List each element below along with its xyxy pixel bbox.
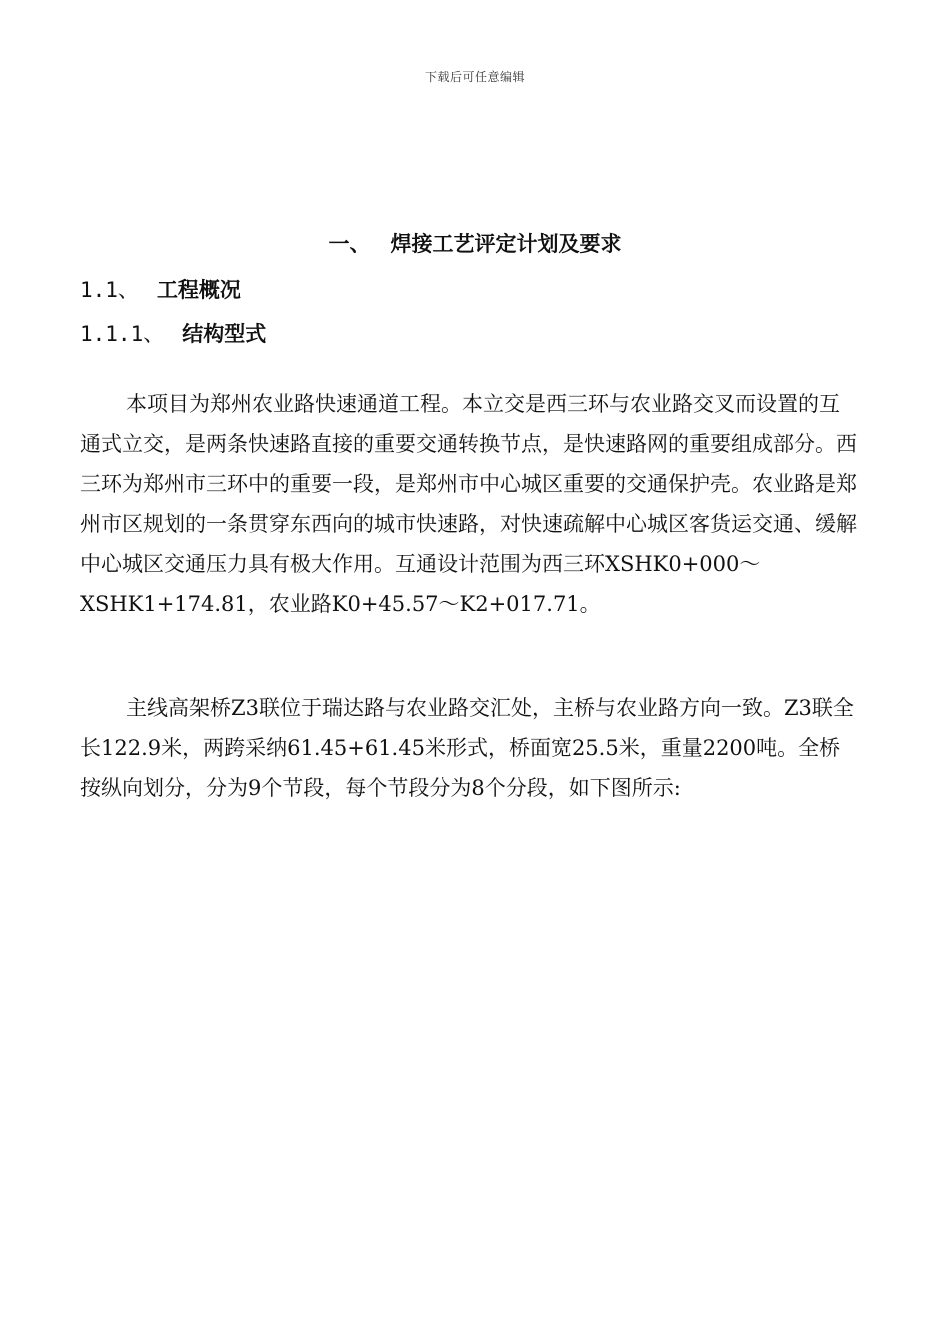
- subsection-heading: [80, 274, 241, 304]
- paragraph-bridge-description: 主线高架桥Z3联位于瑞达路与农业路交汇处，主桥与农业路方向一致。Z3联全长122.9米，两跨采纳61.45+61.45米形式，桥面宽25.5米，重量2200吨。全桥按纵向划分，分为9个节段，每个节段分为8个分段，如下图所示:: [80, 696, 854, 800]
- subsection-title: 工程概况: [156, 278, 241, 302]
- subsection-number: 1.1、: [80, 278, 139, 302]
- subsubsection-number: 1.1.1、: [80, 322, 165, 346]
- section-title: [0, 228, 950, 258]
- paragraph-project-overview: 本项目为郑州农业路快速通道工程。本立交是西三环与农业路交叉而设置的互通式立交，是两条快速路直接的重要交通转换节点，是快速路网的重要组成部分。西三环为郑州市三环中的重要一段，是郑州市中心城区重要的交通保护壳。农业路是郑州市区规划的一条贯穿东西向的城市快速路，对快速疏解中心城区客货运交通、缓解中心城区交通压力具有极大作用。互通设计范围为西三环XSHK0+000～XSHK1+174.81，农业路K0+45.57～K2+017.71。: [80, 392, 857, 616]
- header-note: 下载后可任意编辑: [424, 70, 525, 84]
- section-number: 一、: [328, 232, 371, 256]
- subsubsection-heading: [80, 318, 266, 348]
- subsubsection-title: 结构型式: [182, 322, 267, 346]
- section-title-text: 焊接工艺评定计划及要求: [390, 232, 622, 256]
